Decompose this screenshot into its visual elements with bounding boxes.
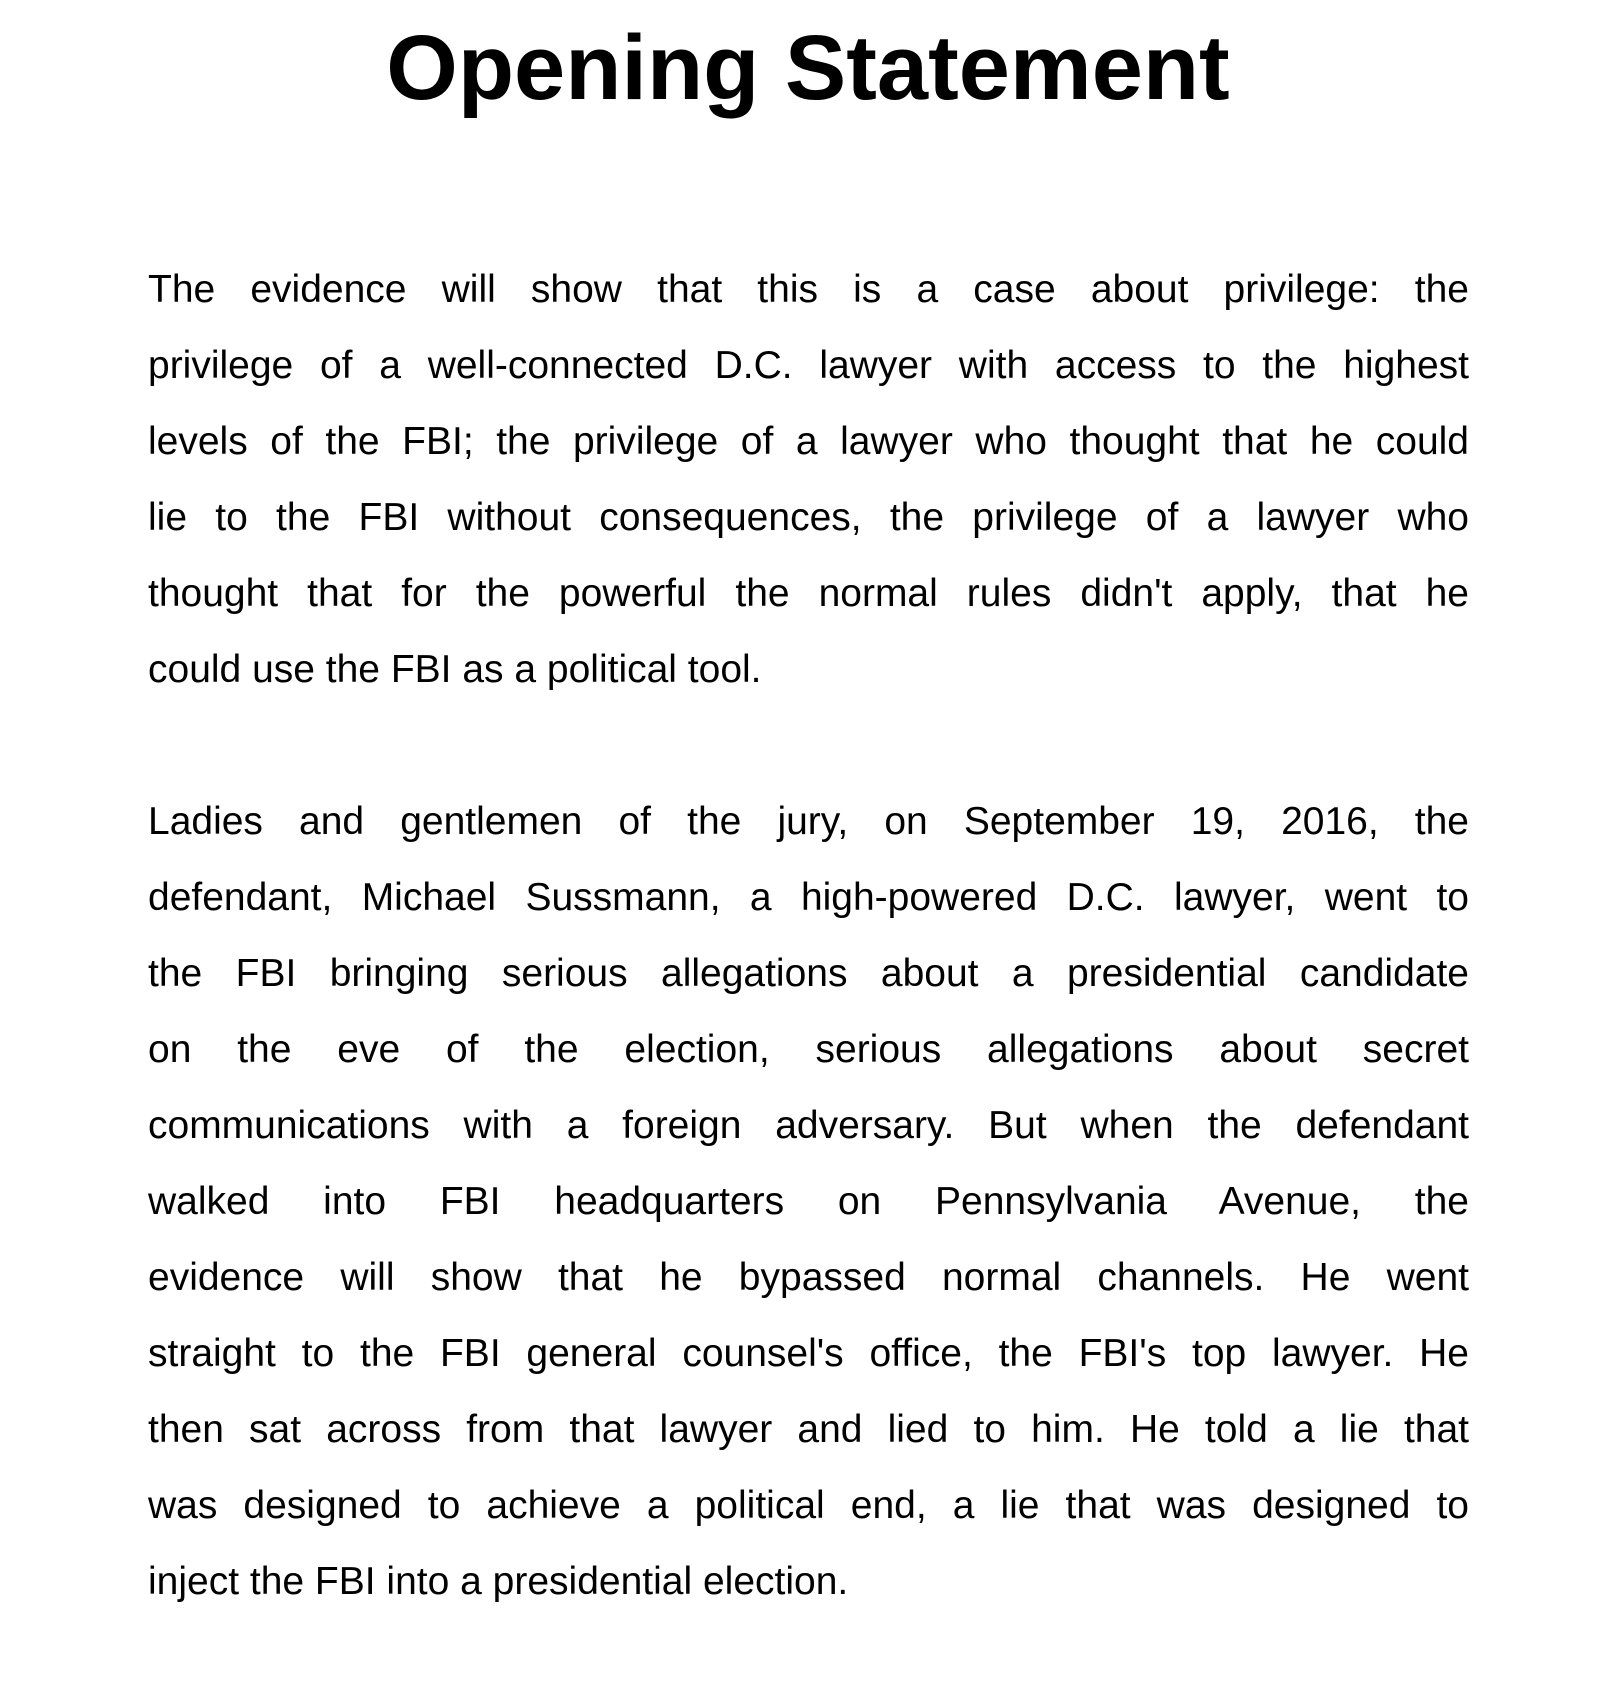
text-line: defendant, Michael Sussmann, a high-powered D.C. lawyer, went to xyxy=(148,876,1469,919)
text-line: levels of the FBI; the privilege of a lawyer who thought that he could xyxy=(148,420,1469,463)
paragraph xyxy=(148,784,1469,1620)
text-line: walked into FBI headquarters on Pennsylvania Avenue, the xyxy=(148,1180,1469,1223)
text-line: lie to the FBI without consequences, the privilege of a lawyer who xyxy=(148,496,1469,539)
text-line: inject the FBI into a presidential election. xyxy=(148,1560,849,1603)
document-body xyxy=(148,252,1469,1696)
page-title: Opening Statement xyxy=(386,17,1230,119)
text-line: privilege of a well-connected D.C. lawyer with access to the highest xyxy=(148,344,1469,387)
text-line: on the eve of the election, serious allegations about secret xyxy=(148,1028,1469,1071)
text-line: communications with a foreign adversary. But when the defendant xyxy=(148,1104,1469,1147)
text-line: evidence will show that he bypassed normal channels. He went xyxy=(148,1256,1469,1299)
text-line: was designed to achieve a political end, a lie that was designed to xyxy=(148,1484,1469,1527)
paragraph xyxy=(148,252,1469,708)
text-line: The evidence will show that this is a case about privilege: the xyxy=(148,268,1469,311)
text-line: then sat across from that lawyer and lied to him. He told a lie that xyxy=(148,1408,1469,1451)
text-line: could use the FBI as a political tool. xyxy=(148,648,762,691)
text-line: Ladies and gentlemen of the jury, on September 19, 2016, the xyxy=(148,800,1469,843)
text-line: straight to the FBI general counsel's office, the FBI's top lawyer. He xyxy=(148,1332,1469,1375)
text-line: the FBI bringing serious allegations about a presidential candidate xyxy=(148,952,1469,995)
text-line: thought that for the powerful the normal rules didn't apply, that he xyxy=(148,572,1469,615)
